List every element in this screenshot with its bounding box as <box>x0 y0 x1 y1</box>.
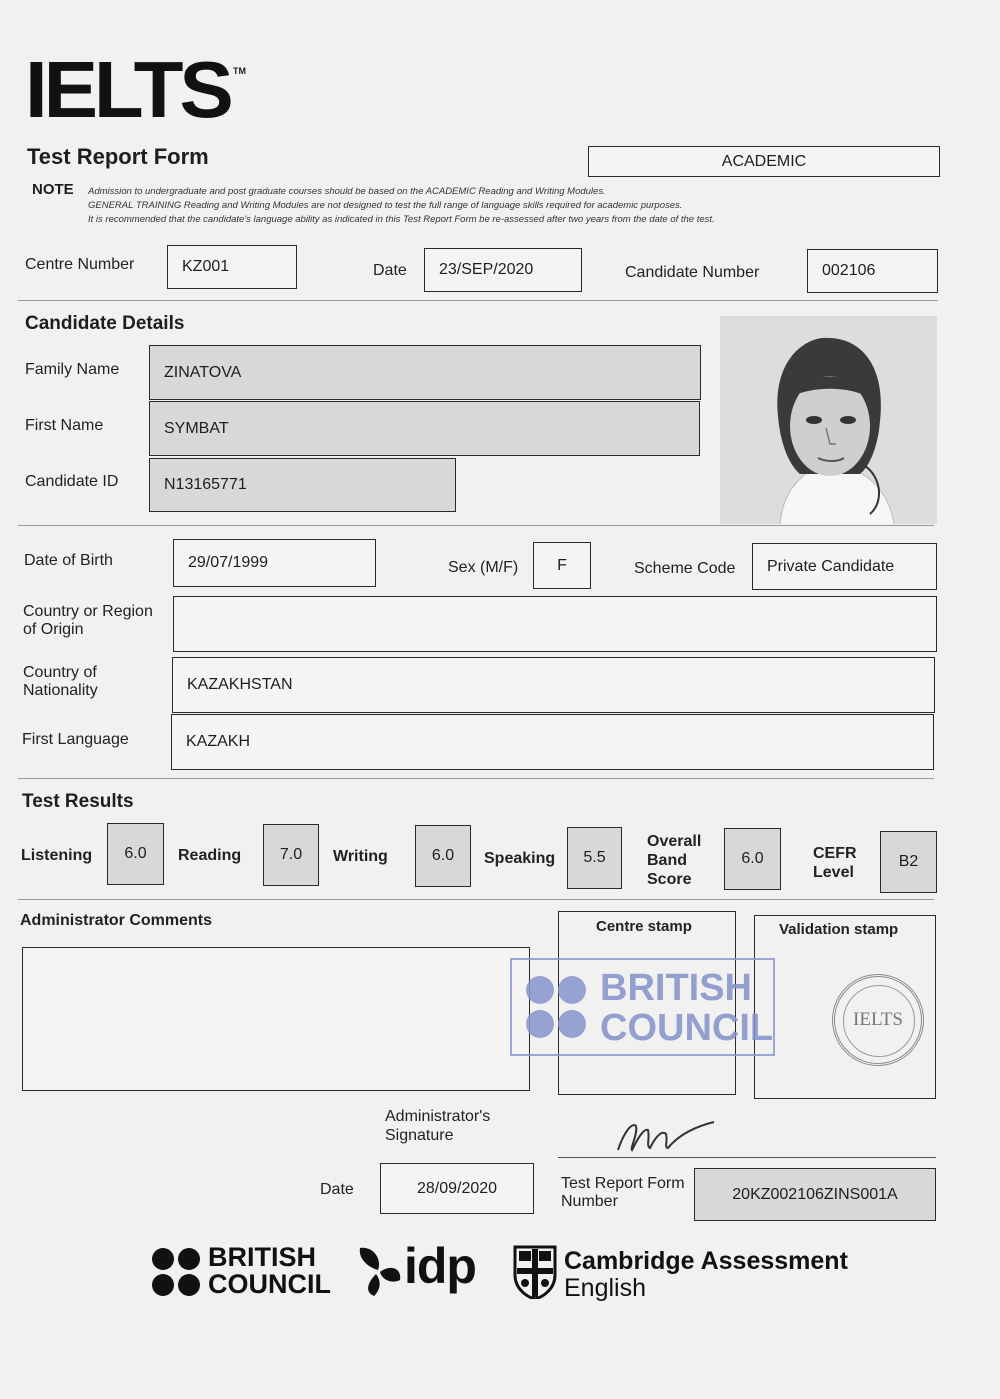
candidate-details-title: Candidate Details <box>25 313 185 334</box>
stamp-text-line-2: COUNCIL <box>600 1007 774 1049</box>
dob-label: Date of Birth <box>24 552 113 569</box>
cambridge-logo-line-2: English <box>564 1274 646 1302</box>
divider-2 <box>18 525 934 526</box>
listening-score: 6.0 <box>107 823 164 885</box>
british-council-stamp <box>510 958 775 1056</box>
overall-score: 6.0 <box>724 828 781 890</box>
idp-logo-text: idp <box>404 1238 476 1294</box>
family-name-field: ZINATOVA <box>149 345 701 400</box>
speaking-score: 5.5 <box>567 827 622 889</box>
scheme-code-field: Private Candidate <box>752 543 937 590</box>
note-line-3: It is recommended that the candidate's language ability as indicated in this Test Report Form be re-assessed after two years from the date of the test. <box>88 214 715 225</box>
origin-label-line-1: Country or Region <box>23 603 153 620</box>
divider-3 <box>18 778 934 779</box>
cefr-label-line-2: Level <box>813 864 854 881</box>
reading-label: Reading <box>178 847 242 864</box>
cambridge-logo-line-1: Cambridge Assessment <box>564 1247 848 1275</box>
cambridge-crest-icon <box>513 1245 557 1299</box>
divider-1 <box>18 300 938 301</box>
admin-date-label: Date <box>320 1181 354 1198</box>
sex-label: Sex (M/F) <box>448 559 519 576</box>
cefr-level: B2 <box>880 831 937 893</box>
signature-line <box>558 1157 936 1158</box>
family-name-label: Family Name <box>25 361 120 378</box>
sex-field: F <box>533 542 591 589</box>
origin-label-line-2: of Origin <box>23 621 84 638</box>
test-results-title: Test Results <box>22 791 134 812</box>
trademark-mark: TM <box>233 66 246 76</box>
overall-label-line-2: Band <box>647 852 687 869</box>
signature-label-line-2: Signature <box>385 1127 454 1144</box>
nationality-field: KAZAKHSTAN <box>172 657 935 713</box>
administrator-signature <box>610 1112 720 1160</box>
british-council-logo-line-2: COUNCIL <box>208 1269 331 1299</box>
nationality-label-line-1: Country of <box>23 664 97 681</box>
first-name-field: SYMBAT <box>149 401 700 456</box>
module-box: ACADEMIC <box>588 146 940 177</box>
cefr-label-line-1: CEFR <box>813 845 857 862</box>
divider-4 <box>18 899 934 900</box>
validation-seal <box>832 974 924 1066</box>
scheme-code-label: Scheme Code <box>634 560 736 577</box>
date-label: Date <box>373 262 407 279</box>
note-label: NOTE <box>32 181 74 198</box>
validation-seal-text: IELTS <box>853 1009 903 1030</box>
centre-stamp-label: Centre stamp <box>596 918 692 935</box>
candidate-photo <box>720 316 937 524</box>
stamp-dots-icon <box>522 972 594 1044</box>
origin-field <box>173 596 937 652</box>
listening-label: Listening <box>21 847 93 864</box>
signature-label-line-1: Administrator's <box>385 1108 491 1125</box>
idp-emblem-icon <box>354 1244 404 1298</box>
first-language-label: First Language <box>22 731 129 748</box>
form-title: Test Report Form <box>27 144 209 169</box>
admin-date-field: 28/09/2020 <box>380 1163 534 1214</box>
writing-score: 6.0 <box>415 825 471 887</box>
note-line-2: GENERAL TRAINING Reading and Writing Modules are not designed to test the full range of language skills required for academic purposes. <box>88 200 683 211</box>
dob-field: 29/07/1999 <box>173 539 376 587</box>
british-council-dots-icon <box>150 1246 204 1298</box>
writing-label: Writing <box>333 848 388 865</box>
centre-number-field: KZ001 <box>167 245 297 289</box>
centre-number-label: Centre Number <box>25 256 135 273</box>
first-name-label: First Name <box>25 417 104 434</box>
candidate-id-label: Candidate ID <box>25 473 119 490</box>
trf-label-line-2: Number <box>561 1193 618 1210</box>
overall-label-line-1: Overall <box>647 833 702 850</box>
candidate-id-field: N13165771 <box>149 458 456 512</box>
validation-stamp-label: Validation stamp <box>779 921 899 938</box>
first-language-field: KAZAKH <box>171 714 934 770</box>
portrait-illustration <box>720 316 937 524</box>
admin-comments-field <box>22 947 530 1091</box>
date-field: 23/SEP/2020 <box>424 248 582 292</box>
note-line-1: Admission to undergraduate and post graduate courses should be based on the ACADEMIC Reading and Writing Modules. <box>88 186 606 197</box>
ielts-logo: IELTS <box>24 45 230 134</box>
admin-comments-label: Administrator Comments <box>20 912 213 929</box>
speaking-label: Speaking <box>484 850 556 867</box>
overall-label-line-3: Score <box>647 871 692 888</box>
trf-number-field: 20KZ002106ZINS001A <box>694 1168 936 1221</box>
reading-score: 7.0 <box>263 824 319 886</box>
candidate-number-label: Candidate Number <box>625 264 760 281</box>
candidate-number-field: 002106 <box>807 249 938 293</box>
nationality-label-line-2: Nationality <box>23 682 98 699</box>
trf-label-line-1: Test Report Form <box>561 1175 685 1192</box>
stamp-text-line-1: BRITISH <box>600 967 752 1009</box>
british-council-logo-line-1: BRITISH <box>208 1242 316 1272</box>
